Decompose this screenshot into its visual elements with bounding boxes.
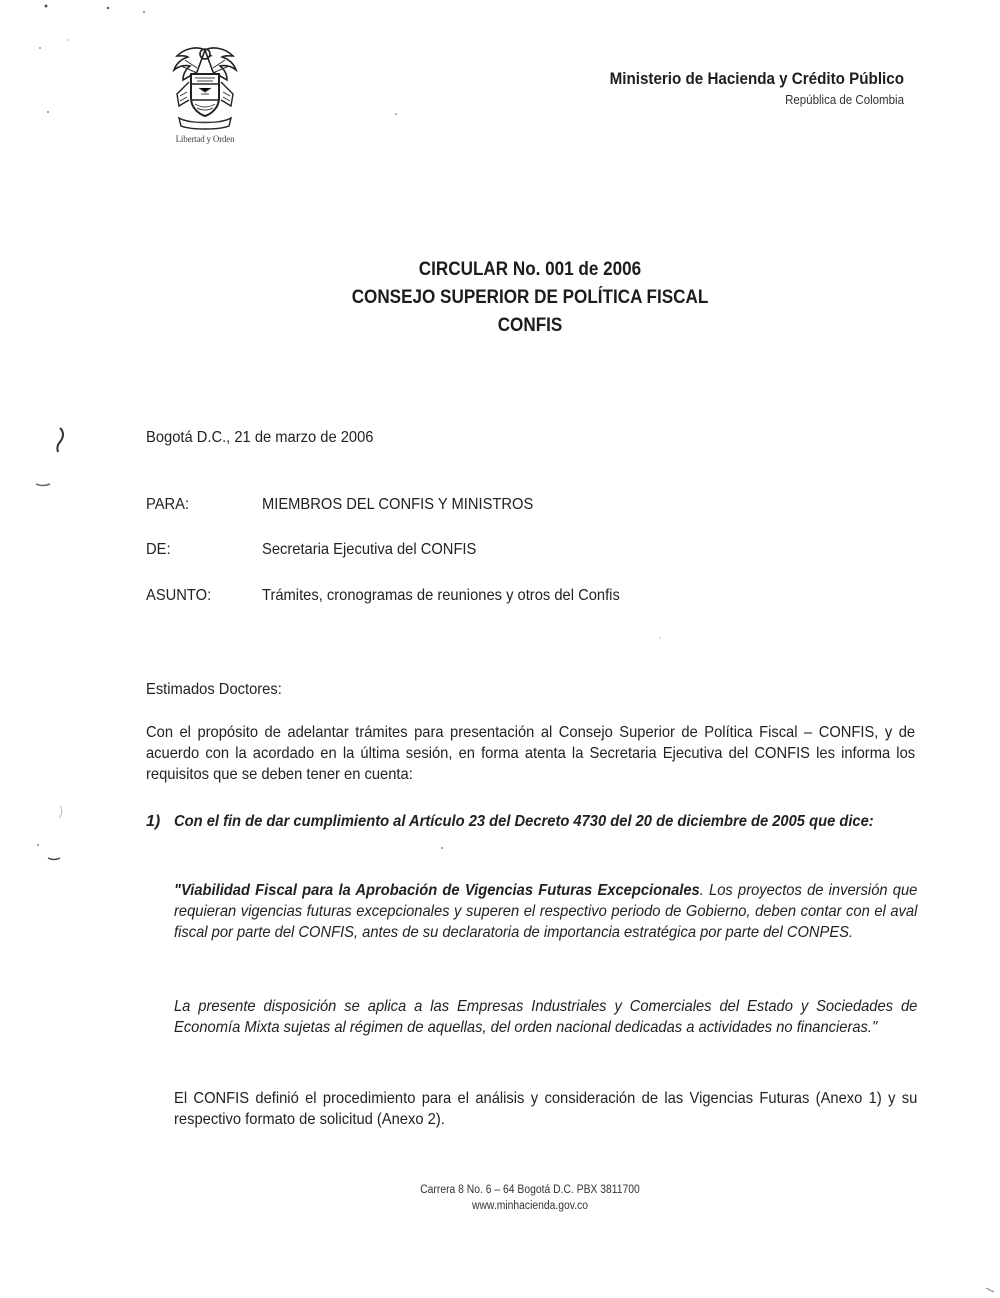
item-1-text: Con el fin de dar cumplimiento al Artículo 23 del Decreto 4730 del 20 de diciembre de 2005 que dice: bbox=[174, 813, 874, 830]
greeting-text: Estimados Doctores: bbox=[146, 681, 282, 698]
field-label: ASUNTO: bbox=[146, 587, 212, 604]
field-value: Secretaria Ejecutiva del CONFIS bbox=[262, 541, 477, 558]
item-1 bbox=[174, 811, 918, 832]
quote-title: "Viabilidad Fiscal para la Aprobación de Vigencias Futuras Excepcionales bbox=[174, 882, 700, 899]
ministry-header bbox=[584, 70, 904, 107]
field-label: PARA: bbox=[146, 496, 190, 513]
intro-paragraph bbox=[146, 722, 916, 785]
date-text: Bogotá D.C., 21 de marzo de 2006 bbox=[146, 429, 374, 446]
coat-of-arms-icon bbox=[163, 42, 247, 134]
item-number-text: 1) bbox=[146, 813, 161, 830]
quote-paragraph-2 bbox=[174, 996, 918, 1038]
ministry-country: República de Colombia bbox=[785, 93, 904, 107]
field-label: DE: bbox=[146, 541, 171, 558]
intro-text: Con el propósito de adelantar trámites para presentación al Consejo Superior de Política Fiscal – CONFIS, y de acuerdo con la acordado en la última sesión, en forma atenta la Secretaria Ejecutiva del CONFIS les informa los requisitos que se deben tener en cuenta: bbox=[146, 724, 916, 783]
quote-paragraph-1-text bbox=[174, 880, 917, 943]
ministry-name: Ministerio de Hacienda y Crédito Público bbox=[609, 70, 904, 88]
closing-paragraph bbox=[174, 1088, 918, 1130]
title-line-3: CONFIS bbox=[497, 315, 563, 336]
footer-address: Carrera 8 No. 6 – 64 Bogotá D.C. PBX 3811700 bbox=[420, 1184, 640, 1196]
field-value: MIEMBROS DEL CONFIS Y MINISTROS bbox=[262, 496, 534, 513]
quote-body: . Los proyectos de inversión que requieran vigencias futuras excepcionales y superen el respectivo periodo de Gobierno, deben contar con el aval fiscal por parte del CONFIS, antes de su declaratoria de importancia estratégica por parte del CONPES. bbox=[174, 882, 918, 941]
document-title bbox=[0, 256, 1000, 340]
field-value: Trámites, cronogramas de reuniones y otros del Confis bbox=[262, 587, 620, 604]
title-line-2: CONSEJO SUPERIOR DE POLÍTICA FISCAL bbox=[351, 287, 709, 308]
quote-paragraph-2-text: La presente disposición se aplica a las Empresas Industriales y Comerciales del Estado y Sociedades de Economía Mixta sujetas al régimen de aquellas, del orden nacional dedicadas a actividades no financieras." bbox=[174, 998, 918, 1036]
document-date bbox=[146, 427, 393, 448]
greeting bbox=[146, 679, 294, 700]
page-footer bbox=[0, 1182, 1000, 1214]
closing-text: El CONFIS definió el procedimiento para el análisis y consideración de las Vigencias Futuras (Anexo 1) y su respectivo formato de solicitud (Anexo 2). bbox=[174, 1090, 918, 1128]
coat-of-arms bbox=[160, 42, 250, 150]
quote-paragraph-1 bbox=[174, 880, 918, 943]
item-number bbox=[146, 811, 160, 832]
footer-website: www.minhacienda.gov.co bbox=[471, 1200, 589, 1212]
seal-motto: Libertad y Orden bbox=[175, 134, 235, 144]
title-line-1: CIRCULAR No. 001 de 2006 bbox=[418, 259, 642, 280]
